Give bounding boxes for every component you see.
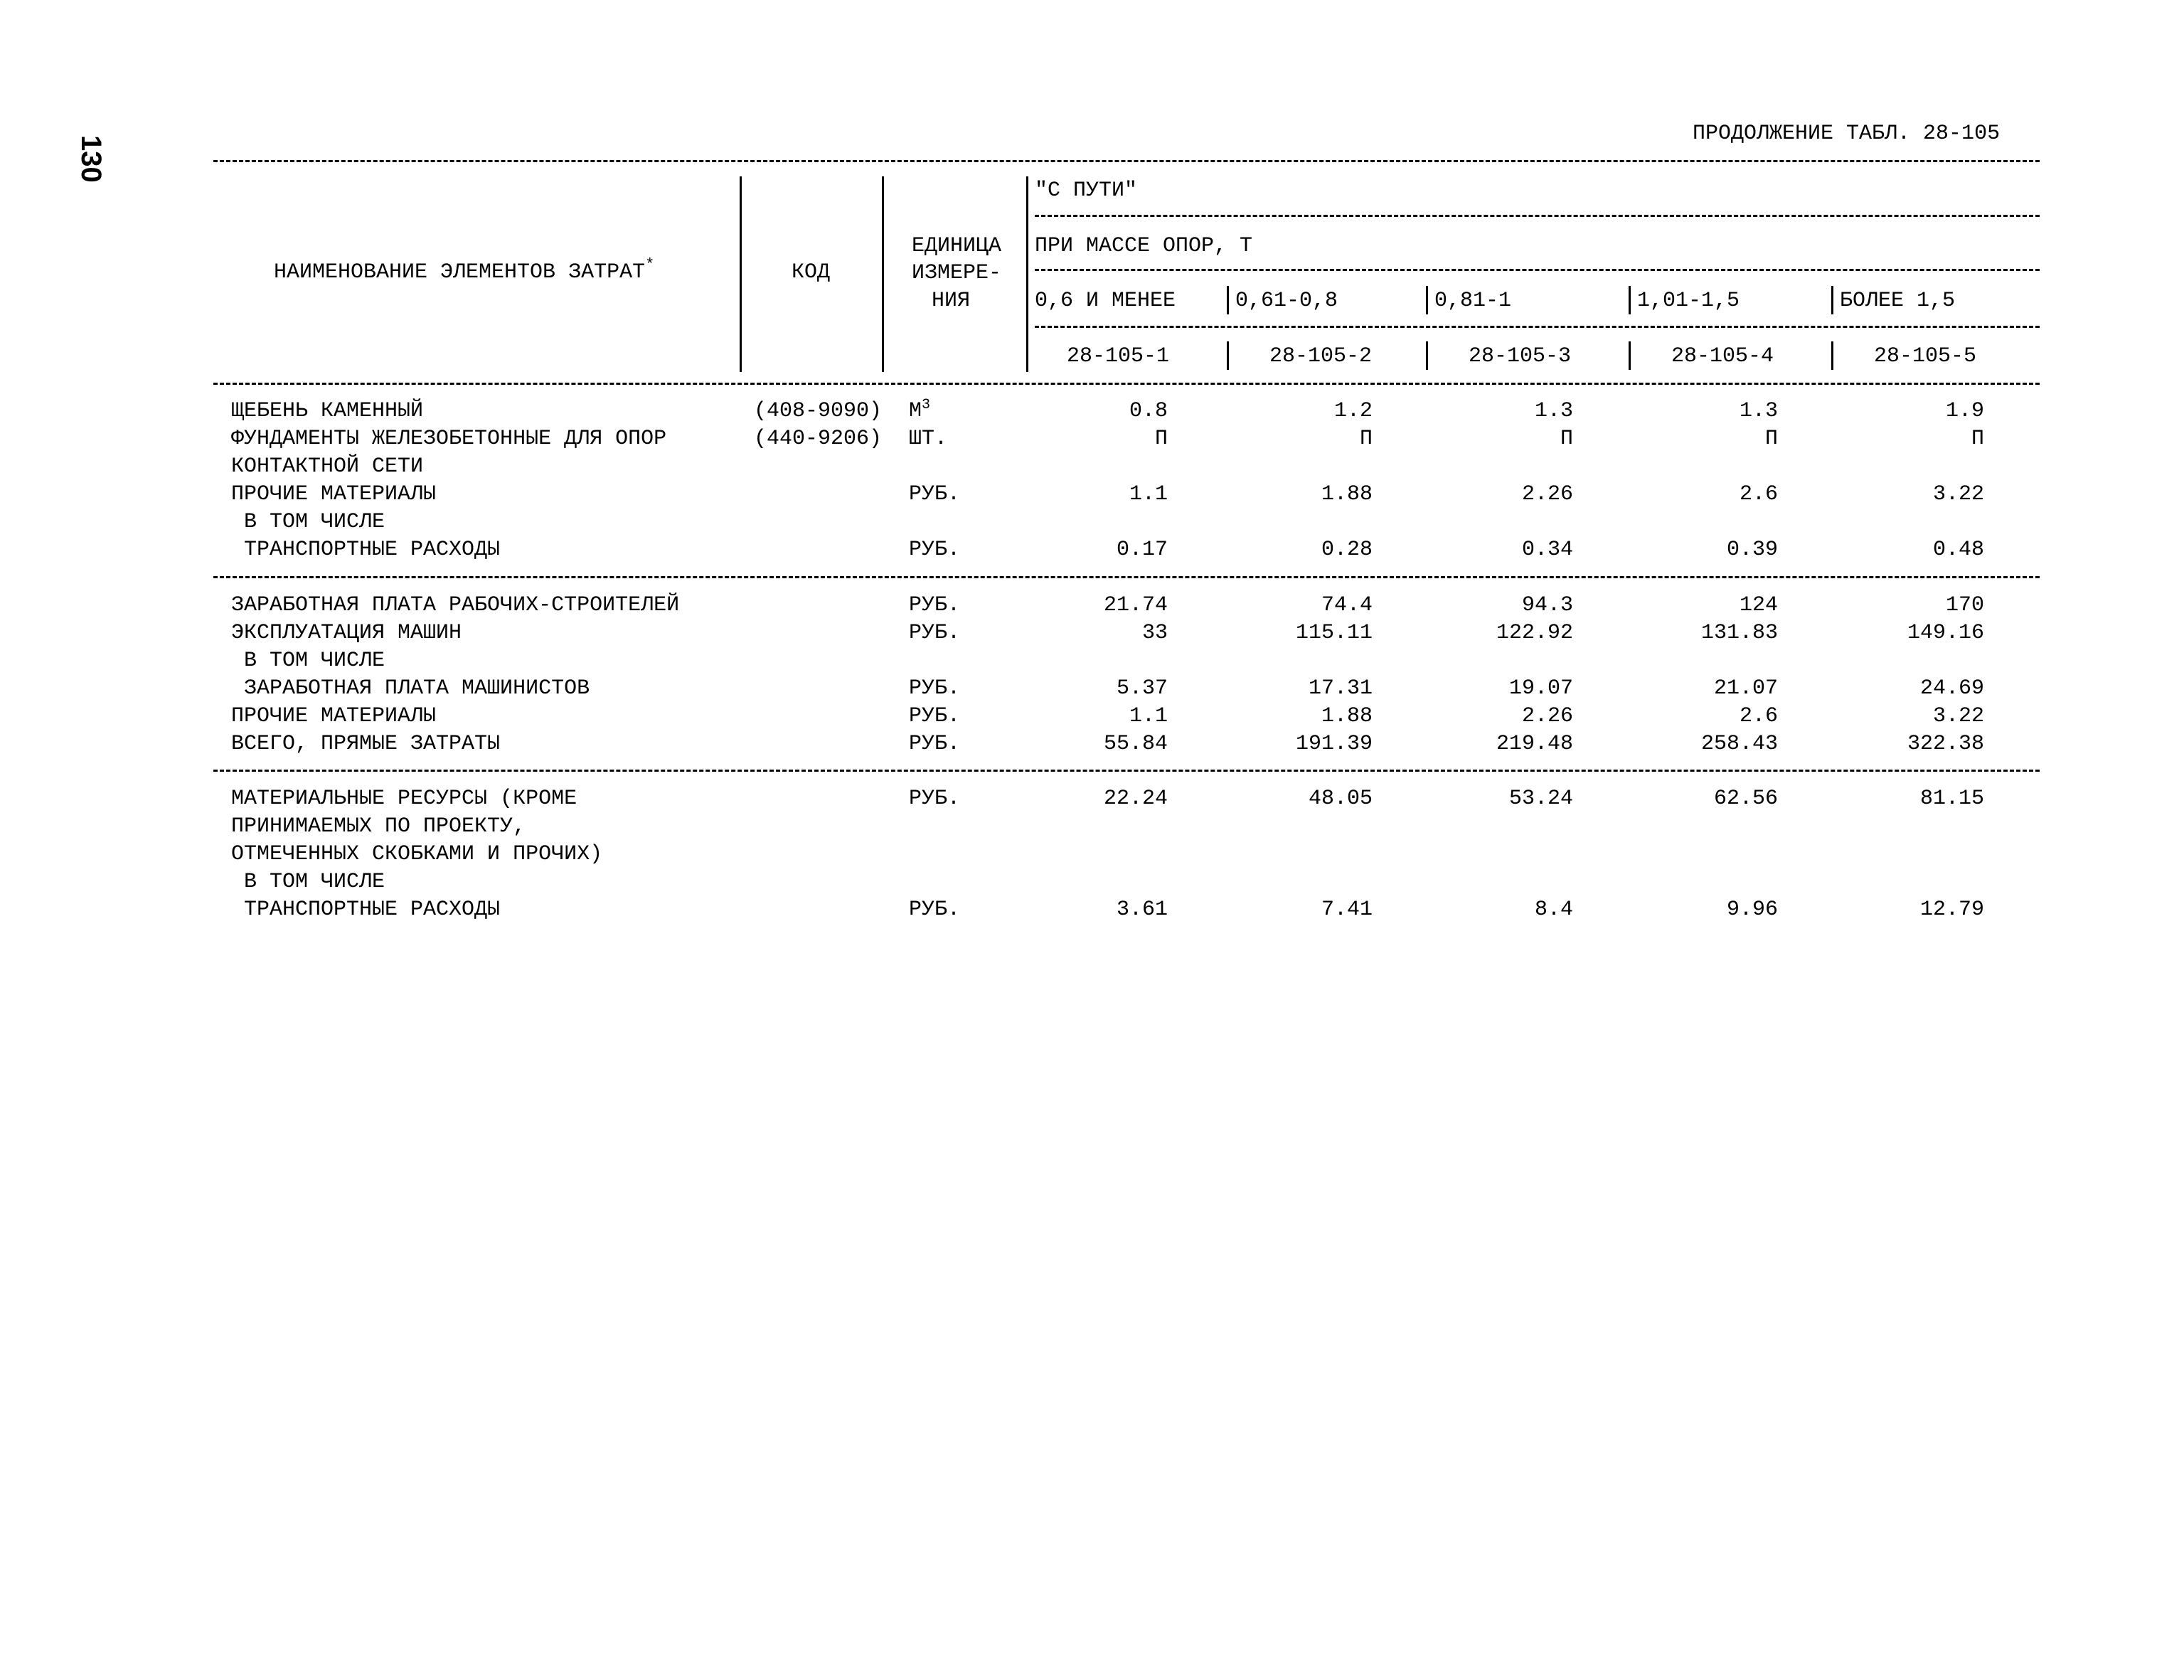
row-name: ПРОЧИЕ МАТЕРИАЛЫ (231, 482, 437, 506)
row-unit (909, 482, 960, 507)
row-name: В ТОМ ЧИСЛЕ (231, 870, 385, 894)
row-value: 170 (1945, 593, 1984, 617)
row-value: 1.1 (1129, 482, 1168, 506)
row-name: В ТОМ ЧИСЛЕ (231, 510, 385, 534)
row-unit (909, 620, 960, 646)
header-separator (1026, 176, 1028, 372)
row-value: 3.22 (1932, 704, 1984, 728)
row-value: 115.11 (1295, 621, 1373, 645)
row-value: 3.61 (1116, 898, 1168, 922)
header-subgroup: ПРИ МАССЕ ОПОР, Т (1035, 234, 1253, 258)
row-value: 7.41 (1321, 898, 1373, 922)
section-rule (213, 576, 2040, 578)
row-unit-text: РУБ. (909, 482, 961, 506)
row-unit-superscript: 3 (922, 397, 931, 413)
header-range: 0,61-0,8 (1235, 289, 1338, 313)
row-value: 124 (1739, 593, 1778, 617)
row-unit-text: М (909, 399, 922, 423)
row-value: 3.22 (1932, 482, 1984, 506)
row-unit (909, 897, 960, 923)
row-value: 219.48 (1496, 732, 1573, 756)
row-value: 0.8 (1129, 399, 1168, 423)
row-value: 1.1 (1129, 704, 1168, 728)
row-name: КОНТАКТНОЙ СЕТИ (231, 454, 424, 479)
row-value: 1.3 (1739, 399, 1778, 423)
row-unit-text: ШТ. (909, 427, 948, 451)
row-name: ЗАРАБОТНАЯ ПЛАТА РАБОЧИХ-СТРОИТЕЛЕЙ (231, 593, 680, 617)
row-value: 74.4 (1321, 593, 1373, 617)
row-name: ЩЕБЕНЬ КАМЕННЫЙ (231, 399, 424, 423)
row-unit (909, 398, 930, 424)
header-separator (1629, 286, 1631, 314)
header-separator (1831, 341, 1833, 370)
header-code-col: 28-105-3 (1469, 344, 1572, 368)
header-range: 0,6 И МЕНЕЕ (1035, 289, 1176, 313)
row-name: ПРИНИМАЕМЫХ ПО ПРОЕКТУ, (231, 814, 526, 839)
header-rule (1035, 215, 2040, 217)
row-value: 322.38 (1907, 732, 1984, 756)
header-unit-line1: ЕДИНИЦА (911, 234, 1002, 258)
row-unit-text: РУБ. (909, 732, 961, 756)
row-unit (909, 537, 960, 563)
row-unit-text: РУБ. (909, 593, 961, 617)
row-unit-text: РУБ. (909, 538, 961, 562)
row-unit-text: РУБ. (909, 676, 961, 701)
row-value: 21.74 (1103, 593, 1168, 617)
row-value: 122.92 (1496, 621, 1573, 645)
row-value: 2.6 (1739, 704, 1778, 728)
row-value: 258.43 (1700, 732, 1778, 756)
header-group: "С ПУТИ" (1035, 179, 1138, 203)
header-unit-line3: НИЯ (932, 289, 971, 313)
row-value: П (1359, 427, 1373, 451)
row-value: 131.83 (1700, 621, 1778, 645)
row-value: 55.84 (1103, 732, 1168, 756)
header-code-col: 28-105-4 (1671, 344, 1774, 368)
header-rule (1035, 269, 2040, 271)
row-unit (909, 786, 960, 812)
row-name: ФУНДАМЕНТЫ ЖЕЛЕЗОБЕТОННЫЕ ДЛЯ ОПОР (231, 427, 667, 451)
top-rule (213, 160, 2040, 162)
row-unit-text: РУБ. (909, 704, 961, 728)
row-value: 2.6 (1739, 482, 1778, 506)
row-value: 1.9 (1945, 399, 1984, 423)
row-unit (909, 426, 947, 452)
row-value: 1.88 (1321, 704, 1373, 728)
row-name: ТРАНСПОРТНЫЕ РАСХОДЫ (231, 898, 501, 922)
row-value: 22.24 (1103, 787, 1168, 811)
header-range: БОЛЕЕ 1,5 (1840, 289, 1956, 313)
row-unit (909, 731, 960, 757)
row-value: 81.15 (1919, 787, 1984, 811)
header-separator (740, 176, 742, 372)
row-value: 191.39 (1295, 732, 1373, 756)
row-unit-text: РУБ. (909, 898, 961, 922)
row-value: 8.4 (1534, 898, 1573, 922)
row-value: П (1154, 427, 1168, 451)
header-code-col: 28-105-1 (1067, 344, 1170, 368)
row-value: 17.31 (1308, 676, 1373, 701)
row-value: 0.28 (1321, 538, 1373, 562)
row-value: 9.96 (1726, 898, 1778, 922)
row-value: 1.3 (1534, 399, 1573, 423)
row-value: 94.3 (1521, 593, 1573, 617)
row-value: П (1971, 427, 1984, 451)
row-value: 1.2 (1333, 399, 1373, 423)
header-unit-line2: ИЗМЕРЕ- (911, 261, 1002, 285)
header-code: КОД (791, 260, 830, 285)
header-separator (1426, 341, 1428, 370)
row-value: 2.26 (1521, 704, 1573, 728)
row-name: ОТМЕЧЕННЫХ СКОБКАМИ И ПРОЧИХ) (231, 842, 603, 866)
row-value: 0.39 (1726, 538, 1778, 562)
row-unit-text: РУБ. (909, 787, 961, 811)
row-name: ПРОЧИЕ МАТЕРИАЛЫ (231, 704, 437, 728)
header-code-col: 28-105-5 (1874, 344, 1977, 368)
row-code: (408-9090) (753, 399, 882, 423)
row-value: 5.37 (1116, 676, 1168, 701)
header-name: НАИМЕНОВАНИЕ ЭЛЕМЕНТОВ ЗАТРАТ* (274, 256, 655, 285)
header-separator (1629, 341, 1631, 370)
row-name: ЗАРАБОТНАЯ ПЛАТА МАШИНИСТОВ (231, 676, 590, 701)
header-separator (1227, 286, 1229, 314)
row-code: (440-9206) (753, 427, 882, 451)
header-separator (882, 176, 884, 372)
row-value: 62.56 (1713, 787, 1778, 811)
row-value: 0.34 (1521, 538, 1573, 562)
row-value: П (1764, 427, 1778, 451)
row-value: 2.26 (1521, 482, 1573, 506)
header-separator (1426, 286, 1428, 314)
row-name: ВСЕГО, ПРЯМЫЕ ЗАТРАТЫ (231, 732, 501, 756)
page-number: 130 (75, 135, 107, 183)
row-value: 24.69 (1919, 676, 1984, 701)
row-value: 33 (1141, 621, 1168, 645)
header-separator (1831, 286, 1833, 314)
row-name: ТРАНСПОРТНЫЕ РАСХОДЫ (231, 538, 501, 562)
header-bottom-rule (213, 383, 2040, 385)
row-unit (909, 676, 960, 701)
row-value: 12.79 (1919, 898, 1984, 922)
header-range: 1,01-1,5 (1637, 289, 1740, 313)
row-value: 21.07 (1713, 676, 1778, 701)
header-rule (1035, 326, 2040, 328)
continuation-title: ПРОДОЛЖЕНИЕ ТАБЛ. 28-105 (1693, 122, 2001, 146)
row-name: МАТЕРИАЛЬНЫЕ РЕСУРСЫ (КРОМЕ (231, 787, 577, 811)
row-value: 149.16 (1907, 621, 1984, 645)
row-name: В ТОМ ЧИСЛЕ (231, 649, 385, 673)
header-separator (1227, 341, 1229, 370)
row-unit (909, 592, 960, 618)
row-unit-text: РУБ. (909, 621, 961, 645)
section-rule (213, 770, 2040, 772)
row-value: 1.88 (1321, 482, 1373, 506)
header-range: 0,81-1 (1434, 289, 1512, 313)
row-value: 19.07 (1508, 676, 1573, 701)
row-value: 0.17 (1116, 538, 1168, 562)
header-code-col: 28-105-2 (1269, 344, 1373, 368)
row-value: 0.48 (1932, 538, 1984, 562)
row-value: П (1560, 427, 1573, 451)
row-unit (909, 703, 960, 729)
row-value: 53.24 (1508, 787, 1573, 811)
row-name: ЭКСПЛУАТАЦИЯ МАШИН (231, 621, 462, 645)
row-value: 48.05 (1308, 787, 1373, 811)
